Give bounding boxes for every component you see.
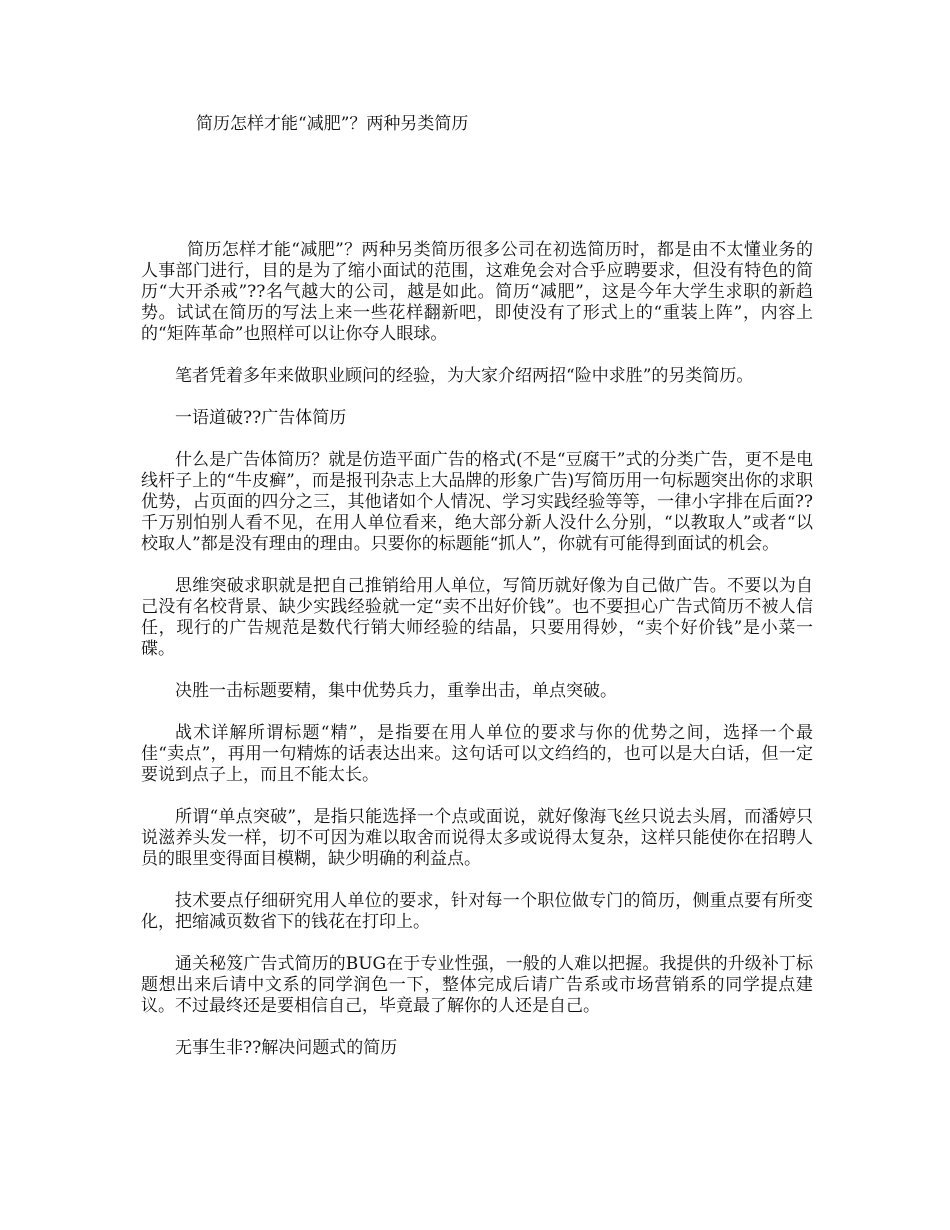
paragraph-secrets: 通关秘笈广告式简历的BUG在于专业性强，一般的人难以把握。我提供的升级补丁标题想出来后请中文系的同学润色一下，整体完成后请广告系或市场营销系的同学提点建议。不过最终还是要相信自己，毕竟最了解你的人还是自己。 bbox=[141, 954, 813, 1016]
paragraph-thinking-breakthrough: 思维突破求职就是把自己推销给用人单位，写简历就好像为自己做广告。不要以为自己没有名校背景、缺少实践经验就一定“卖不出好价钱”。也不要担心广告式简历不被人信任，现行的广告规范是数代行销大师经验的结晶，只要用得妙，“卖个好价钱”是小菜一碟。 bbox=[141, 576, 813, 659]
paragraph-tactics: 战术详解所谓标题“精”，是指要在用人单位的要求与你的优势之间，选择一个最佳“卖点”，再用一句精炼的话表达出来。这句话可以文绉绉的，也可以是大白话，但一定要说到点子上，而且不能太长。 bbox=[141, 723, 813, 785]
section-heading-problem-resume: 无事生非??解决问题式的简历 bbox=[175, 1038, 398, 1058]
document-title: 简历怎样才能“减肥”？两种另类简历 bbox=[196, 114, 469, 134]
section-heading-ad-resume: 一语道破??广告体简历 bbox=[175, 408, 347, 428]
paragraph-technical-points: 技术要点仔细研究用人单位的要求，针对每一个职位做专门的简历，侧重点要有所变化，把缩减页数省下的钱花在打印上。 bbox=[141, 891, 813, 932]
document-body bbox=[141, 240, 813, 1080]
paragraph-decisive-strike: 决胜一击标题要精，集中优势兵力，重拳出击，单点突破。 bbox=[175, 681, 617, 701]
paragraph-intro: 简历怎样才能“减肥”？两种另类简历很多公司在初选简历时，都是由不太懂业务的人事部门进行，目的是为了缩小面试的范围，这难免会对合乎应聘要求，但没有特色的简历“大开杀戒”??名气越大的公司，越是如此。简历“减肥”，这是今年大学生求职的新趋势。试试在简历的写法上来一些花样翻新吧，即使没有了形式上的“重装上阵”，内容上的“矩阵革命”也照样可以让你夺人眼球。 bbox=[141, 240, 813, 344]
paragraph-ad-resume-definition: 什么是广告体简历？就是仿造平面广告的格式(不是“豆腐干”式的分类广告，更不是电线杆子上的“牛皮癣”，而是报刊杂志上大品牌的形象广告)写简历用一句标题突出你的求职优势，占页面的四分之三，其他诸如个人情况、学习实践经验等等，一律小字排在后面??千万别怕别人看不见，在用人单位看来，绝大部分新人没什么分别，“以教取人”或者“以校取人”都是没有理由的理由。只要你的标题能“抓人”，你就有可能得到面试的机会。 bbox=[141, 450, 813, 554]
paragraph-single-point: 所谓“单点突破”，是指只能选择一个点或面说，就好像海飞丝只说去头屑，而潘婷只说滋养头发一样，切不可因为难以取舍而说得太多或说得太复杂，这样只能使你在招聘人员的眼里变得面目模糊，缺少明确的利益点。 bbox=[141, 807, 813, 869]
paragraph-author-note: 笔者凭着多年来做职业顾问的经验，为大家介绍两招“险中求胜”的另类简历。 bbox=[175, 366, 754, 386]
